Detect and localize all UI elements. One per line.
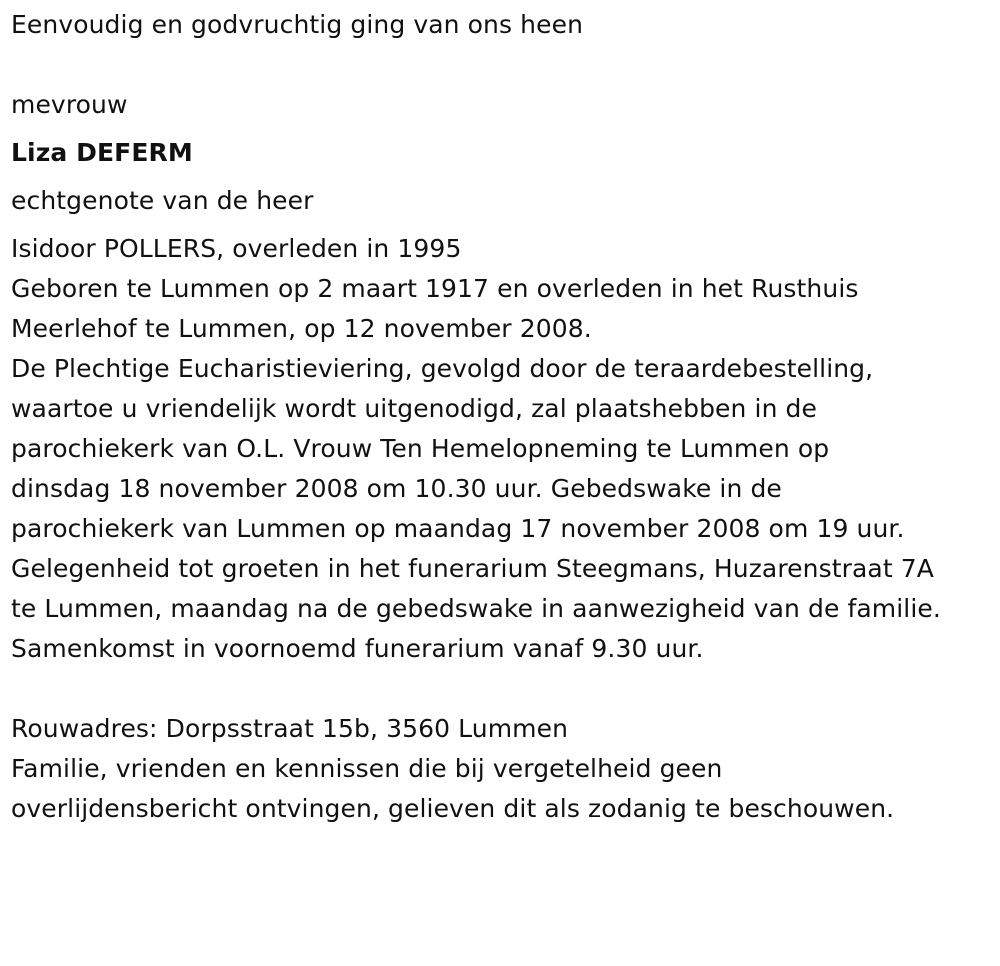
spouse-line-2: Isidoor POLLERS, overleden in 1995 xyxy=(11,234,462,263)
spouse-line-1: echtgenote van de heer xyxy=(11,186,314,215)
ceremony-line: waartoe u vriendelijk wordt uitgenodigd, zal plaatshebben in de xyxy=(11,394,818,423)
ceremony-paragraph xyxy=(11,349,996,669)
ceremony-line: parochiekerk van O.L. Vrouw Ten Hemelopneming te Lummen op xyxy=(11,434,830,463)
birth-line: Meerlehof te Lummen, op 12 november 2008. xyxy=(11,314,592,343)
title-prefix: mevrouw xyxy=(11,90,128,119)
birth-line: Geboren te Lummen op 2 maart 1917 en overleden in het Rusthuis xyxy=(11,274,859,303)
deceased-name: Liza DEFERM xyxy=(11,138,193,167)
mourning-address: Rouwadres: Dorpsstraat 15b, 3560 Lummen xyxy=(11,714,569,743)
closing-line: overlijdensbericht ontvingen, gelieven dit als zodanig te beschouwen. xyxy=(11,794,895,823)
intro-line: Eenvoudig en godvruchtig ging van ons heen xyxy=(11,10,584,39)
closing-line: Familie, vrienden en kennissen die bij vergetelheid geen xyxy=(11,754,723,783)
ceremony-line: De Plechtige Eucharistieviering, gevolgd door de teraardebestelling, xyxy=(11,354,874,383)
death-notice xyxy=(11,5,996,829)
ceremony-line: dinsdag 18 november 2008 om 10.30 uur. Gebedswake in de xyxy=(11,474,782,503)
ceremony-line: Gelegenheid tot groeten in het funerarium Steegmans, Huzarenstraat 7A xyxy=(11,554,934,583)
ceremony-line: Samenkomst in voornoemd funerarium vanaf 9.30 uur. xyxy=(11,634,704,663)
birth-paragraph xyxy=(11,269,996,349)
closing-paragraph xyxy=(11,749,996,829)
ceremony-line: te Lummen, maandag na de gebedswake in aanwezigheid van de familie. xyxy=(11,594,941,623)
ceremony-line: parochiekerk van Lummen op maandag 17 november 2008 om 19 uur. xyxy=(11,514,905,543)
